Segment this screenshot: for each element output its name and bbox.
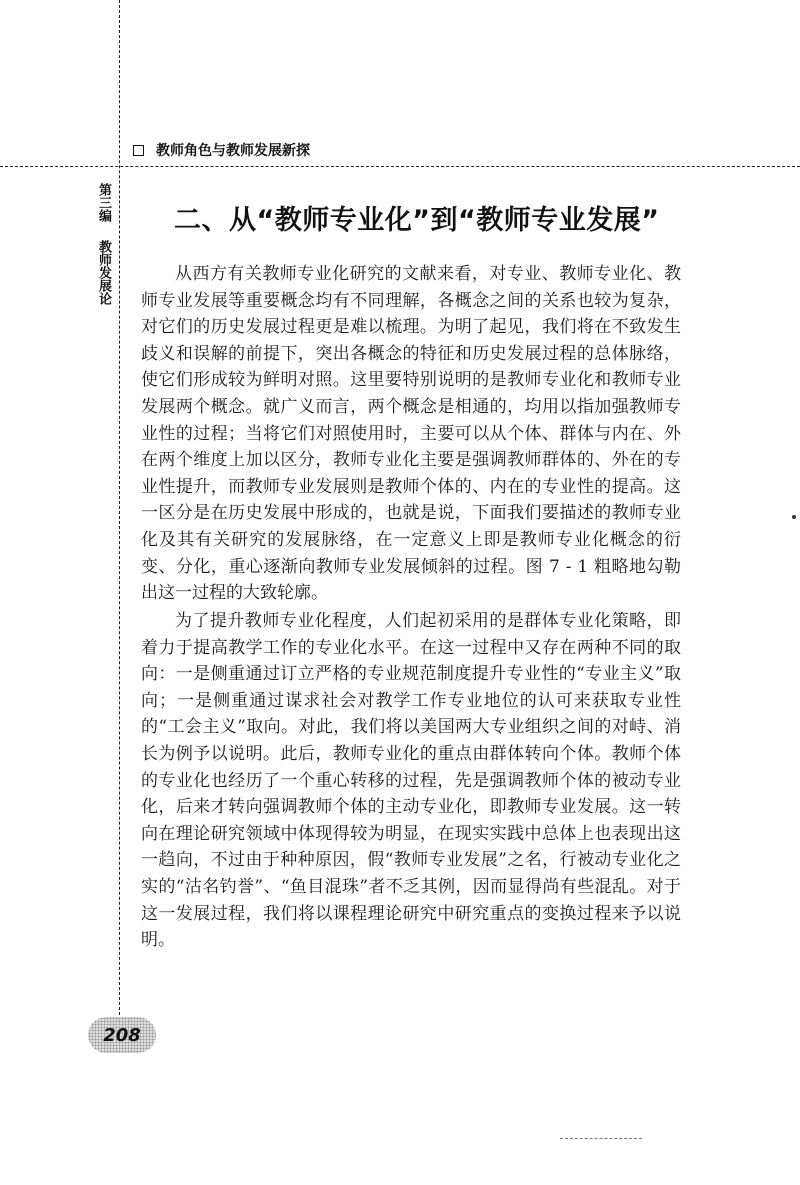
page-number-badge — [88, 1017, 156, 1053]
binding-margin-line — [119, 0, 120, 1015]
scan-artifact-line — [560, 1138, 642, 1139]
header-rule — [0, 166, 800, 167]
body-paragraph: 从西方有关教师专业化研究的文献来看，对专业、教师专业化、教师专业发展等重要概念均有不同理解，各概念之间的关系也较为复杂，对它们的历史发展过程更是难以梳理。为明了起见，我们将在不致发生歧义和误解的前提下，突出各概念的特征和历史发展过程的总体脉络，使它们形成较为鲜明对照。这里要特别说明的是教师专业化和教师专业发展两个概念。就广义而言，两个概念是相通的，均用以指加强教师专业性的过程；当将它们对照使用时，主要可以从个体、群体与内在、外在两个维度上加以区分，教师专业化主要是强调教师群体的、外在的专业性提升，而教师专业发展则是教师个体的、内在的专业性的提高。这一区分是在历史发展中形成的，也就是说，下面我们要描述的教师专业化及其有关研究的发展脉络，在一定意义上即是教师专业化概念的衍变、分化，重心逐渐向教师专业发展倾斜的过程。图 7 - 1 粗略地勾勒出这一过程的大致轮廓。 — [141, 264, 681, 604]
page-number: 208 — [103, 1024, 141, 1046]
square-outline-icon — [133, 145, 144, 156]
scan-speck — [792, 515, 796, 519]
running-header — [133, 140, 310, 160]
running-header-title: 教师角色与教师发展新探 — [156, 143, 310, 159]
side-part-label: 第三编 — [96, 183, 111, 222]
body-paragraph: 为了提升教师专业化程度，人们起初采用的是群体专业化策略，即着力于提高教学工作的专业化水平。在这一过程中又存在两种不同的取向：一是侧重通过订立严格的专业规范制度提升专业性的“专业主义”取向；一是侧重通过谋求社会对教学工作专业地位的认可来获取专业性的“工会主义”取向。对此，我们将以美国两大专业组织之间的对峙、消长为例予以说明。此后，教师专业化的重点由群体转向个体。教师个体的专业化也经历了一个重心转移的过程，先是强调教师个体的被动专业化，后来才转向强调教师个体的主动专业化，即教师专业发展。这一转向在理论研究领域中体现得较为明显，在现实实践中总体上也表现出这一趋向，不过由于种种原因，假“教师专业发展”之名，行被动专业化之实的“沽名钓誉”、“鱼目混珠”者不乏其例，因而显得尚有些混乱。对于这一发展过程，我们将以课程理论研究中研究重点的变换过程来予以说明。 — [141, 611, 681, 951]
side-section-label: 教师发展论 — [96, 240, 111, 305]
section-title: 二、从“教师专业化”到“教师专业发展” — [174, 205, 660, 236]
